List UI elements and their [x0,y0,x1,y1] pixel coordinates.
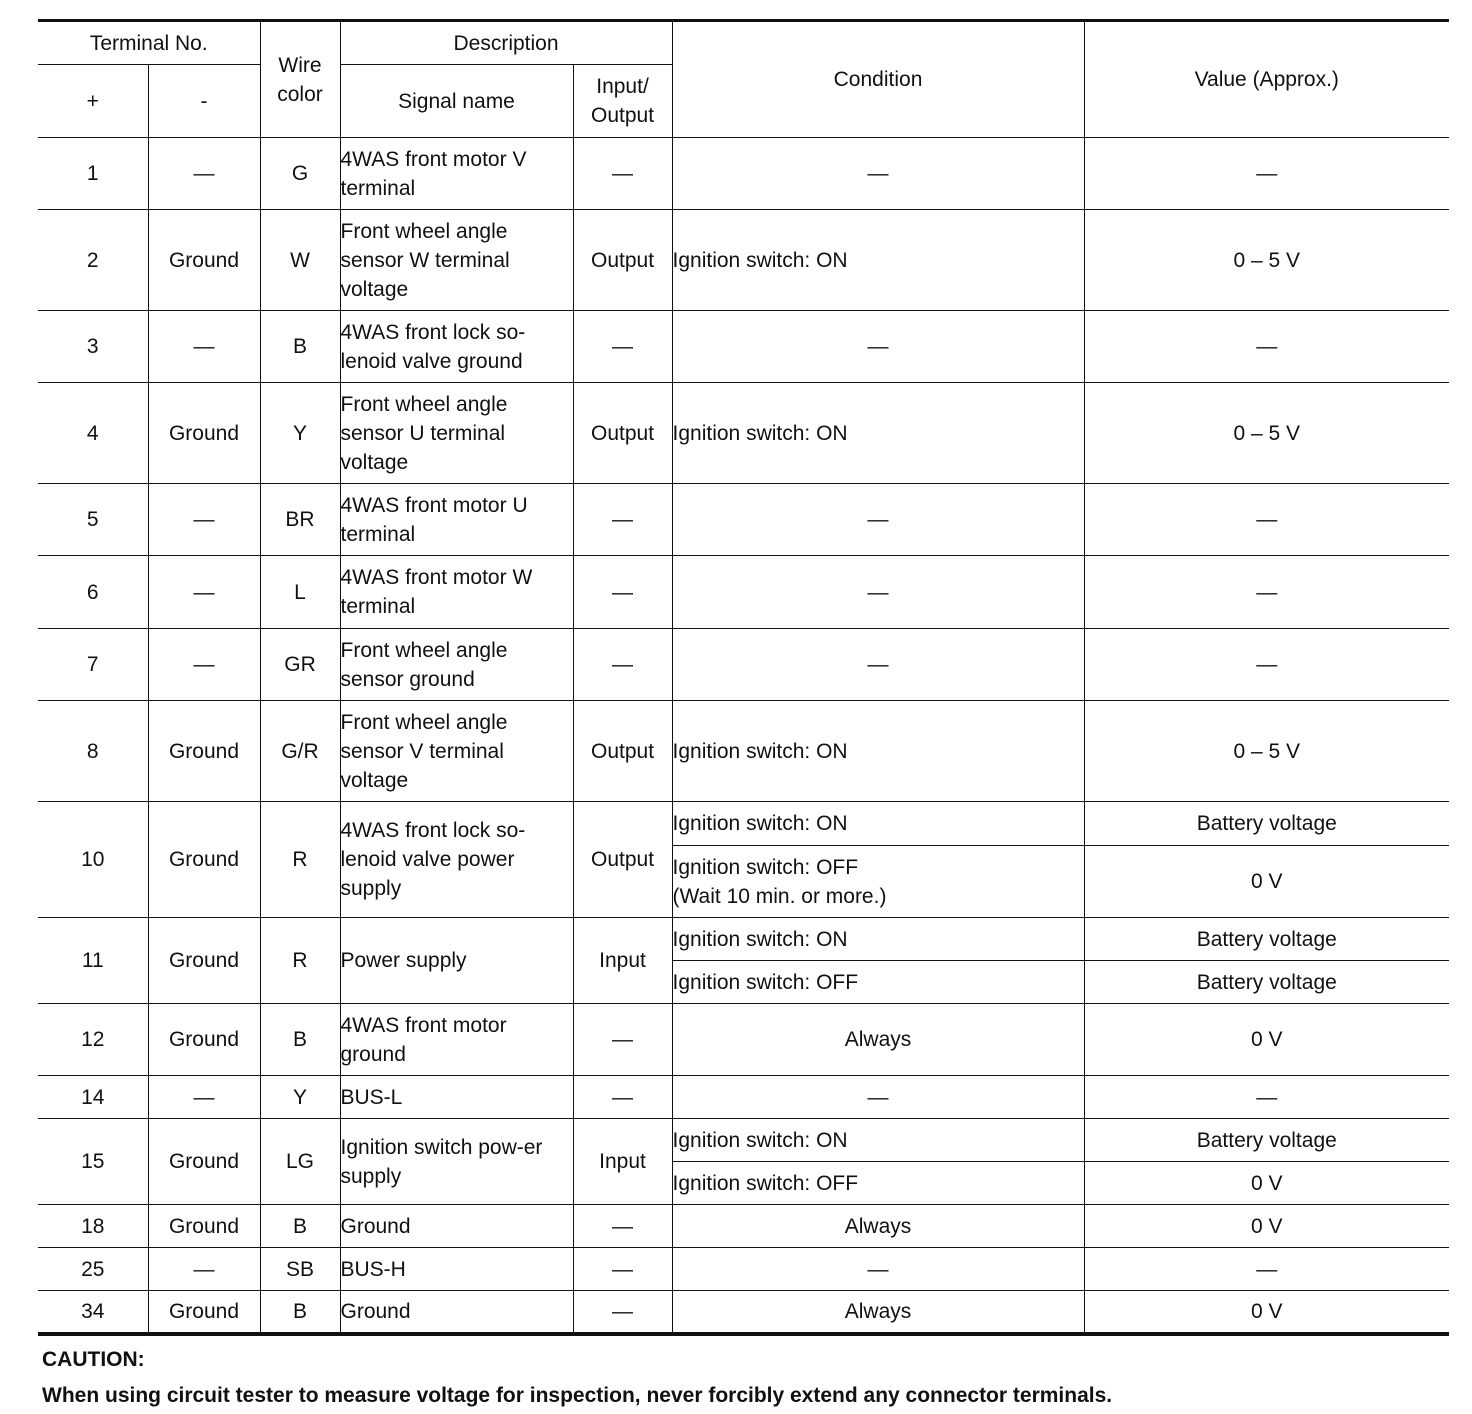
terminal-plus-cell: 18 [38,1205,148,1248]
table-row [38,802,1449,846]
terminal-minus-cell: Ground [148,383,260,484]
description-header: Description [340,21,672,65]
condition-cell: — [672,629,1084,701]
terminal-plus-cell: 5 [38,484,148,556]
wire-color-cell: BR [260,484,340,556]
signal-name-cell: Ignition switch pow-er supply [340,1119,573,1205]
wire-color-cell: G [260,138,340,210]
wire-color-cell: R [260,802,340,918]
value-cell: 0 V [1084,1291,1449,1334]
table-row [38,1076,1449,1119]
wire-color-cell: B [260,1205,340,1248]
wire-color-cell: W [260,210,340,311]
table-row [38,701,1449,802]
wire-color-cell: Y [260,383,340,484]
terminal-minus-cell: — [148,311,260,383]
terminal-minus-cell: — [148,629,260,701]
table-row [38,556,1449,629]
terminal-plus-cell: 1 [38,138,148,210]
table-row [38,918,1449,961]
signal-name-cell: 4WAS front motor ground [340,1004,573,1076]
signal-name-cell: Front wheel angle sensor U terminal voltage [340,383,573,484]
value-cell: 0 V [1084,846,1449,918]
terminal-no-header: Terminal No. [38,21,260,65]
value-cell: — [1084,629,1449,701]
value-cell: 0 – 5 V [1084,701,1449,802]
input-output-cell: Output [573,802,672,918]
input-output-cell: Output [573,383,672,484]
signal-name-header: Signal name [340,65,573,138]
value-header: Value (Approx.) [1084,21,1449,138]
minus-header: - [148,65,260,138]
table-row [38,1291,1449,1334]
wire-color-cell: R [260,918,340,1004]
condition-cell: — [672,311,1084,383]
table-row [38,1119,1449,1162]
value-cell: 0 V [1084,1162,1449,1205]
wire-color-cell: LG [260,1119,340,1205]
value-cell: — [1084,311,1449,383]
signal-name-cell: Front wheel angle sensor ground [340,629,573,701]
wire-color-cell: G/R [260,701,340,802]
input-output-cell: — [573,1248,672,1291]
input-output-cell: — [573,484,672,556]
terminal-minus-cell: — [148,138,260,210]
condition-cell: Always [672,1291,1084,1334]
value-cell: 0 – 5 V [1084,210,1449,311]
input-output-cell: Output [573,210,672,311]
value-cell: Battery voltage [1084,802,1449,846]
condition-cell: Ignition switch: ON [672,918,1084,961]
signal-name-cell: Front wheel angle sensor W terminal voltage [340,210,573,311]
value-cell: — [1084,556,1449,629]
value-cell: — [1084,1076,1449,1119]
table-row [38,484,1449,556]
terminal-minus-cell: Ground [148,1119,260,1205]
terminal-minus-cell: Ground [148,701,260,802]
input-output-cell: — [573,311,672,383]
caution-text: When using circuit tester to measure voltage for inspection, never forcibly extend any connector terminals. [42,1383,1113,1407]
terminal-table-document [38,19,1449,1414]
terminal-plus-cell: 11 [38,918,148,1004]
input-output-cell: — [573,556,672,629]
wire-color-cell: B [260,1291,340,1334]
table-row [38,629,1449,701]
input-output-cell: — [573,1291,672,1334]
input-output-cell: — [573,1205,672,1248]
terminal-plus-cell: 8 [38,701,148,802]
terminal-plus-cell: 15 [38,1119,148,1205]
signal-name-cell: Ground [340,1205,573,1248]
terminal-minus-cell: Ground [148,918,260,1004]
terminal-minus-cell: Ground [148,1004,260,1076]
wire-color-cell: B [260,311,340,383]
condition-cell: Ignition switch: ON [672,701,1084,802]
terminal-plus-cell: 3 [38,311,148,383]
condition-cell: Ignition switch: ON [672,383,1084,484]
terminal-plus-cell: 12 [38,1004,148,1076]
terminal-table-body [38,138,1449,1334]
signal-name-cell: Power supply [340,918,573,1004]
condition-cell: — [672,138,1084,210]
terminal-plus-cell: 6 [38,556,148,629]
value-cell: Battery voltage [1084,961,1449,1004]
terminal-minus-cell: — [148,556,260,629]
wire-color-header: Wire color [260,21,340,138]
value-cell: 0 – 5 V [1084,383,1449,484]
terminal-plus-cell: 14 [38,1076,148,1119]
table-row [38,1248,1449,1291]
condition-cell: — [672,484,1084,556]
condition-cell: Ignition switch: ON [672,210,1084,311]
condition-cell: Ignition switch: OFF (Wait 10 min. or more.) [672,846,1084,918]
terminal-minus-cell: — [148,1076,260,1119]
condition-cell: — [672,1076,1084,1119]
terminal-minus-cell: Ground [148,210,260,311]
wire-color-cell: B [260,1004,340,1076]
table-row [38,311,1449,383]
terminal-plus-cell: 7 [38,629,148,701]
signal-name-cell: 4WAS front motor W terminal [340,556,573,629]
terminal-plus-cell: 2 [38,210,148,311]
signal-name-cell: BUS-H [340,1248,573,1291]
terminal-minus-cell: Ground [148,802,260,918]
terminal-table [38,19,1449,1336]
terminal-plus-cell: 25 [38,1248,148,1291]
table-row [38,210,1449,311]
caution-note [42,1342,1449,1414]
terminal-plus-cell: 34 [38,1291,148,1334]
wire-color-cell: SB [260,1248,340,1291]
terminal-minus-cell: — [148,1248,260,1291]
condition-cell: Always [672,1205,1084,1248]
input-output-cell: — [573,1004,672,1076]
condition-header: Condition [672,21,1084,138]
table-row [38,1205,1449,1248]
signal-name-cell: Front wheel angle sensor V terminal voltage [340,701,573,802]
input-output-header: Input/ Output [573,65,672,138]
signal-name-cell: 4WAS front motor V terminal [340,138,573,210]
signal-name-cell: Ground [340,1291,573,1334]
condition-cell: — [672,556,1084,629]
value-cell: — [1084,484,1449,556]
wire-color-cell: GR [260,629,340,701]
signal-name-cell: BUS-L [340,1076,573,1119]
signal-name-cell: 4WAS front lock so-lenoid valve ground [340,311,573,383]
condition-cell: Ignition switch: ON [672,1119,1084,1162]
caution-title: CAUTION: [42,1347,145,1371]
terminal-minus-cell: Ground [148,1291,260,1334]
condition-cell: Always [672,1004,1084,1076]
value-cell: — [1084,1248,1449,1291]
wire-color-cell: Y [260,1076,340,1119]
condition-cell: Ignition switch: OFF [672,1162,1084,1205]
value-cell: Battery voltage [1084,918,1449,961]
input-output-cell: — [573,1076,672,1119]
condition-cell: — [672,1248,1084,1291]
input-output-cell: — [573,629,672,701]
input-output-cell: Input [573,1119,672,1205]
table-row [38,1004,1449,1076]
input-output-cell: Output [573,701,672,802]
input-output-cell: Input [573,918,672,1004]
wire-color-cell: L [260,556,340,629]
table-row [38,138,1449,210]
signal-name-cell: 4WAS front lock so-lenoid valve power supply [340,802,573,918]
value-cell: Battery voltage [1084,1119,1449,1162]
value-cell: — [1084,138,1449,210]
condition-cell: Ignition switch: OFF [672,961,1084,1004]
terminal-minus-cell: — [148,484,260,556]
condition-cell: Ignition switch: ON [672,802,1084,846]
input-output-cell: — [573,138,672,210]
table-row [38,383,1449,484]
signal-name-cell: 4WAS front motor U terminal [340,484,573,556]
terminal-plus-cell: 10 [38,802,148,918]
plus-header: + [38,65,148,138]
value-cell: 0 V [1084,1205,1449,1248]
terminal-plus-cell: 4 [38,383,148,484]
terminal-minus-cell: Ground [148,1205,260,1248]
value-cell: 0 V [1084,1004,1449,1076]
